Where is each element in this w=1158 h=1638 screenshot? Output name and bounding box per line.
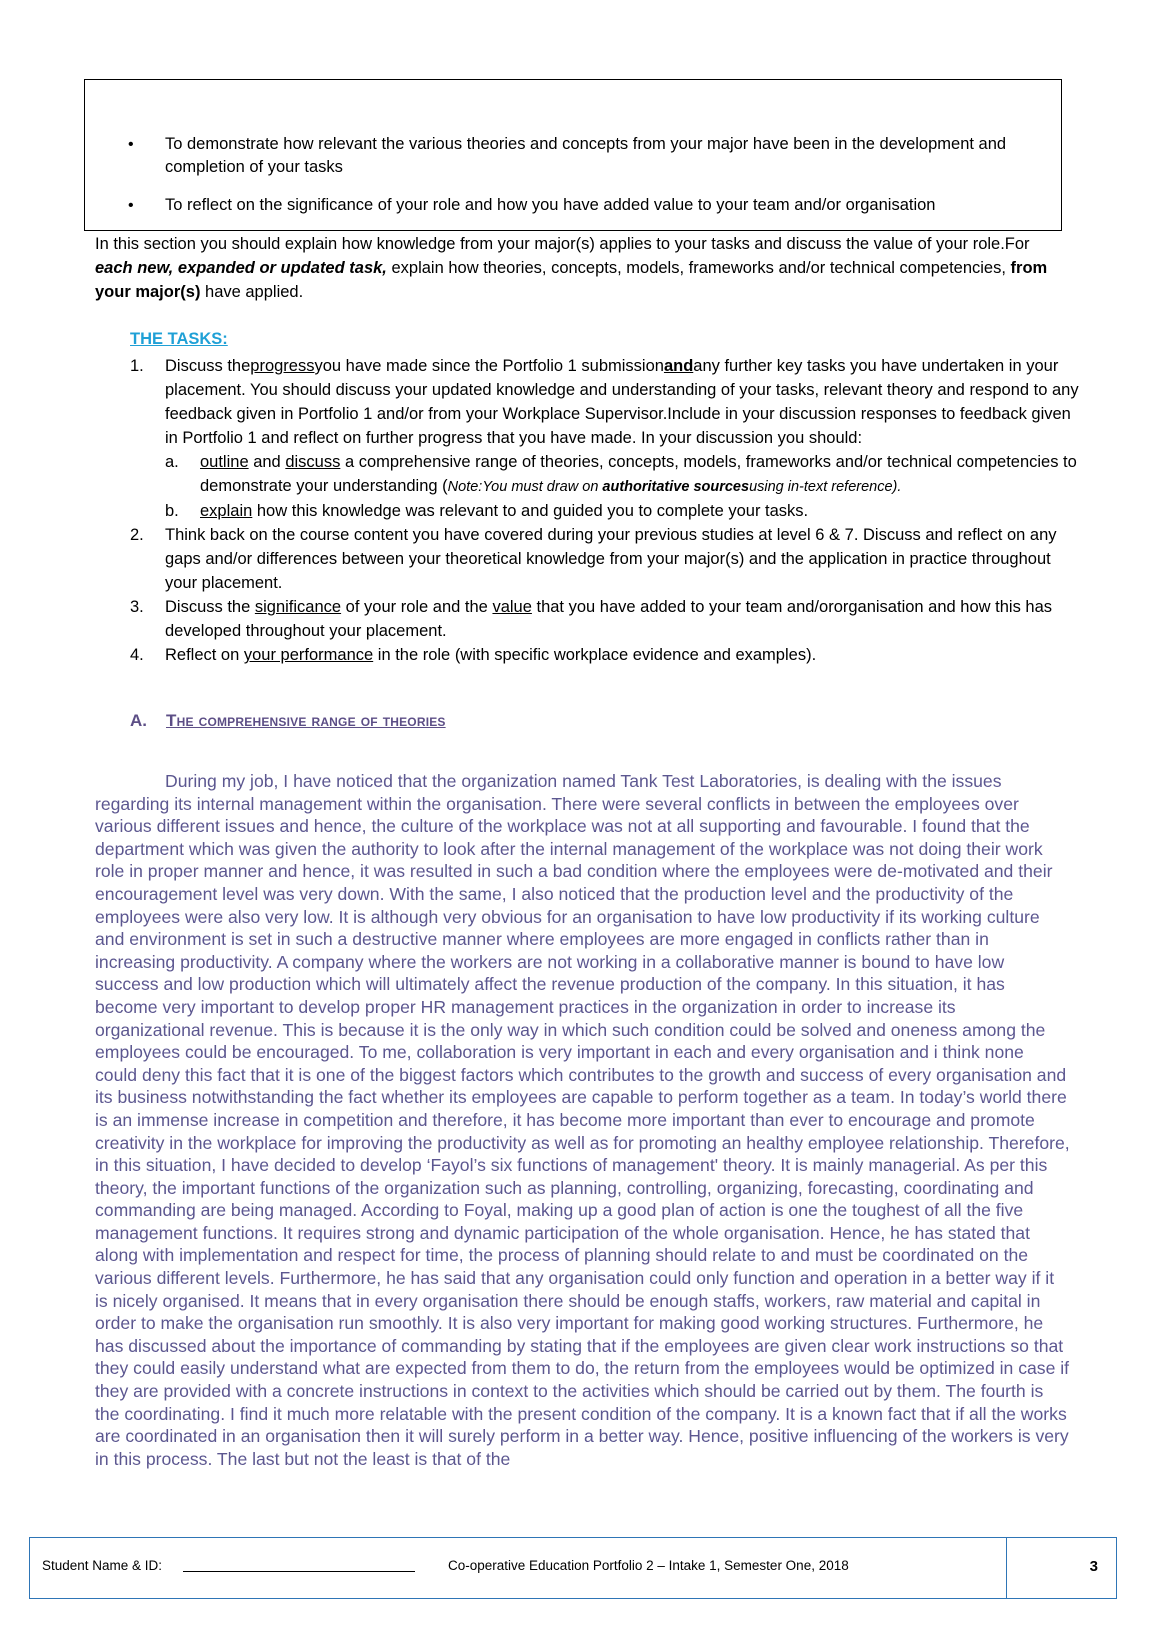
task-text: how this knowledge was relevant to and guided you to complete your tasks.	[252, 502, 809, 520]
objective-text: To demonstrate how relevant the various theories and concepts from your major have been in the development and completion of your tasks	[165, 135, 1007, 176]
objective-item	[128, 194, 1028, 217]
footer-divider	[1006, 1538, 1007, 1598]
body-paragraph: During my job, I have noticed that the organization named Tank Test Laboratories, is dealing with the issues regarding its internal management within the organisation. There were several conflicts in between the employees over various different issues and hence, the culture of the workplace was not at all supporting and favourable. I found that the department which was given the authority to look after the internal management of the workplace was not doing their work role in proper manner and hence, it was resulted in such a bad condition where the employees were de-motivated and their encouragement level was very down. With the same, I also noticed that the production level and the productivity of the employees were also very low. It is although very obvious for an organisation to have low productivity if its working culture and environment is set in such a destructive manner where employees are more engaged in conflicts rather than in increasing productivity. A company where the workers are not working in a collaborative manner is bound to have low success and low production which will ultimately affect the revenue production of the company. In this situation, it has become very important to develop proper HR management practices in the organization in order to increase its organizational revenue. This is because it is the only way in which such condition could be solved and oneness among the employees could be encouraged. To me, collaboration is very important in each and every organisation and i think none could deny this fact that it is one of the biggest factors which contributes to the growth and success of every organisation and its business notwithstanding the fact whether its employees are capable to perform together as a team. In today’s world there is an immense increase in competition and therefore, it has become more important than ever to encourage and promote creativity in the workplace for improving the productivity as well as for promoting an healthy employee relationship. Therefore, in this situation, I have decided to develop ‘Fayol’s six functions of management' theory. It is mainly managerial. As per this theory, the important functions of the organization such as planning, controlling, organizing, forecasting, coordinating and commanding are being managed. According to Foyal, making up a good plan of action is one the toughest of all the five management functions. It requires strong and dynamic participation of the whole organisation. Hence, he has stated that along with implementation and respect for time, the process of planning should relate to and must be coordinated on the various different levels. Furthermore, he has said that any organisation could only function and operation in a better way if it is nicely organised. It means that in every organisation there should be enough staffs, workers, raw material and capital in order to make the organisation run smoothly. It is also very important for making good working structures. Furthermore, he has discussed about the importance of commanding by stating that if the employees are given clear work instructions so that they could easily understand what are expected from them to do, the return from the employees would be optimized in case if they are provided with a concrete instructions in context to the activities which should be carried out by them. The fourth is the coordinating. I find it much more relatable with the present condition of the company. It is a known fact that if all the works are coordinated in an organisation then it will surely perform in a better way. Hence, positive influencing of the workers is very in this process. The last but not the least is that of the	[95, 771, 1070, 1469]
note-bold: authoritative sources	[602, 479, 750, 495]
footer-title: Co-operative Education Portfolio 2 – Intake 1, Semester One, 2018	[448, 1558, 849, 1573]
task-underline: discuss	[285, 453, 341, 471]
tasks-heading: THE TASKS:	[130, 330, 228, 348]
student-name-line	[183, 1571, 415, 1572]
task-underline: significance	[254, 598, 342, 616]
page-footer	[29, 1537, 1117, 1599]
bullet-icon: •	[128, 197, 134, 214]
intro-paragraph	[95, 232, 1070, 304]
intro-text: explain how theories, concepts, models, frameworks and/or technical competencies,	[386, 259, 1011, 277]
task-underline: progress	[250, 357, 315, 375]
task-text: in the role (with specific workplace evidence and examples).	[373, 646, 817, 664]
task-item-3	[130, 595, 1080, 643]
note-text: using in-text reference).	[749, 479, 902, 495]
subitem-letter: b.	[165, 502, 179, 520]
task-number: 4.	[130, 646, 144, 664]
intro-text: have applied.	[200, 283, 304, 301]
task-text: and	[248, 453, 286, 471]
task-item-1	[130, 354, 1080, 523]
task-text: a comprehensive range of theories, concepts, models, frameworks and/or technical competencies to demonstrate your understanding (	[200, 453, 1077, 495]
task-underline: your performance	[243, 646, 374, 664]
subitem-letter: a.	[165, 453, 179, 471]
section-letter: A.	[130, 711, 147, 730]
intro-text: In this section you should explain how knowledge from your major(s) applies to your tasks and discuss the value of your role.For	[95, 235, 1030, 253]
task-number: 2.	[130, 526, 144, 544]
task-underline: outline	[200, 453, 249, 471]
task-subitem-a	[165, 450, 1080, 499]
objectives-list	[128, 133, 1028, 232]
note-text: Note:You must draw on	[447, 479, 603, 495]
task-text: Think back on the course content you have covered during your previous studies at level 6 & 7. Discuss and reflect on any gaps and/or differences between your theoretical knowledge from your major(s) and the application in practice throughout your placement.	[165, 526, 1057, 592]
objectives-box	[84, 79, 1062, 231]
task-text: of your role and the	[341, 598, 493, 616]
intro-bold: from your major(s)	[95, 259, 1048, 301]
task-text: Reflect on	[165, 646, 244, 664]
task-text: any further key tasks you have undertaken in your placement. You should discuss your updated knowledge and understanding of your tasks, relevant theory and respond to any feedback given in Portfolio 1 and/or from your Workplace Supervisor.Include in your discussion responses to feedback given in Portfolio 1 and reflect on further progress that you have made. In your discussion you should:	[165, 357, 1079, 447]
task-text: you have made since the Portfolio 1 submission	[314, 357, 664, 375]
task-item-4	[130, 643, 1080, 667]
objective-text: To reflect on the significance of your role and how you have added value to your team and/or organisation	[165, 196, 936, 214]
student-name-label: Student Name & ID:	[42, 1558, 163, 1573]
task-text: Discuss the	[165, 357, 251, 375]
task-number: 1.	[130, 357, 144, 375]
task-underline: value	[492, 598, 532, 616]
task-underline: and	[663, 357, 694, 375]
section-heading-a	[130, 711, 446, 731]
task-text: that you have added to your team and/ororganisation and how this has developed throughout your placement.	[165, 598, 1053, 640]
intro-emphasis: each new, expanded or updated task,	[95, 259, 387, 277]
bullet-icon: •	[128, 136, 134, 153]
task-text: Discuss the	[165, 598, 255, 616]
page-number: 3	[1089, 1558, 1098, 1575]
task-underline: explain	[200, 502, 253, 520]
section-title: The comprehensive range of theories	[166, 711, 446, 730]
task-number: 3.	[130, 598, 144, 616]
tasks-list	[130, 354, 1080, 667]
objective-item	[128, 133, 1028, 179]
task-subitem-b	[165, 499, 1080, 523]
task-item-2	[130, 523, 1080, 595]
